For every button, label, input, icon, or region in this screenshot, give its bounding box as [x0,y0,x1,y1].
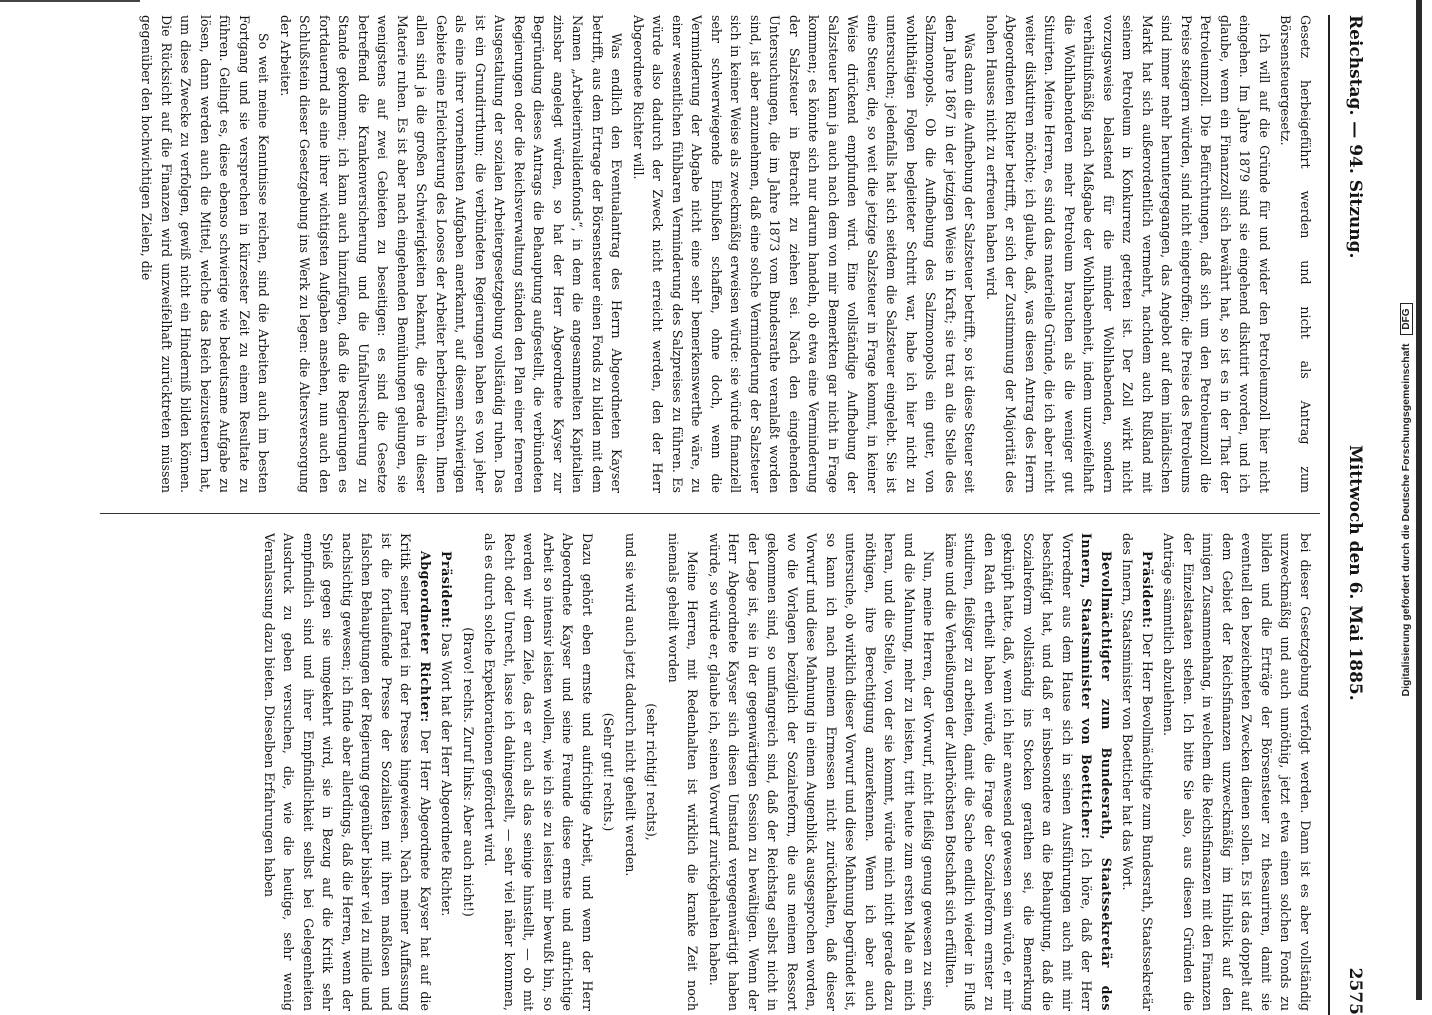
sidebar-text: Digitalisierung gefördert durch die Deutsche Forschungsgemeinschaft [1400,343,1412,697]
page-number: 2575 [1345,967,1365,1015]
header-date: Mittwoch den 6. Mai 1885. [1345,445,1365,701]
paragraph [1118,533,1157,1011]
paragraph-text: und sie wird auch jetzt dadurch nicht geheilt werden. [623,533,638,877]
page-header [1335,15,1365,1015]
document-page [90,15,1380,1015]
paragraph: Was endlich den Eventualantrag des Herrn Abgeordneten Kayser betrifft, aus dem Ertrage der Börsensteuer einen Fonds zu bilden mit dem Namen „Arbeiterinvalidenfonds“, in dem die angesammelten Kapitalien zinsbar angelegt würden, so hat der Herr Abgeordnete Kayser zur Begründung dieses Antrags die Behauptung aufgestellt, die verbündeten Regierungen oder die Reichsverwaltung ständen den Plan einer ferneren Ausgestaltung der sozialen Arbeitergesetzgebung vollständig ruhen. Das ist ein Grundirrthum; die verbündeten Regierungen haben es von jeher als eine ihrer vornehmsten Aufgaben anerkannt, auf diesem schwierigen Gebiete eine Erleichterung des Looses der Arbeiter herbeizuführen. Ihnen allen sind ja die großen Schwierigkeiten bekannt, die gerade in dieser Materie ruhen. Es ist aber nach eingehenden Bemühungen gelungen, sie wenigstens auf zwei Gebieten zu beseitigen: es sind die Gesetze betreffend die Krankenversicherung und die Unfallversicherung zu Stande gekommen; ich kann auch hinzufügen, daß die Regierungen es fortdauernd als eine ihrer wichtigsten Aufgaben ansehen, nun auch den Schlußstein dieser Gesetzgebung ins Werk zu legen: die Altersversorgung der Arbeiter. [278,15,625,493]
paragraph [437,533,457,1011]
paragraph-text: Dazu gehört eben ernste und aufrichtige Arbeit, und wenn der Herr Abgeordnete Kayser und seine Freunde diese ernste und aufrichtige Arbeit so intensiv leisten wollen, wie ich sie zu leisten mir bewußt bin, so werden wir dem Ziele, das er auch als das seinige hinstellt, — ob mit Recht oder Unrecht, lasse ich dahingestellt, — sehr viel näher kommen, als es durch solche Expektorationen gefördert wird. [482,533,595,1011]
paragraph [260,533,436,1011]
paragraph-text: Der Herr Bevollmächtigte zum Bundesrath, Staatssekretär des Innern, Staatsminister von Boetticher hat das Wort. [1120,533,1155,1011]
digitization-sidebar [1400,0,1422,1000]
right-column [105,533,1315,1011]
paragraph-text: Der Herr Abgeordnete Kayser hat auf die Kritik seiner Partei in der Presse hingewiesen. Nach meiner Auffassung ist die fortlaufende Presse der Sozialisten mit ihren maßlosen und falschen Behauptungen der Regierung gegenüber bisher viel zu milde und nachsichtig gewesen; ich finde aber allerdings, daß die Herren, wenn der Spieß gegen sie umgekehrt wird, sie in Bezug auf die Kritik sehr empfindlich sind und ihrer Empfindlichkeit selbst bei Gelegenheiten Ausdruck zu geben versuchen, die, wie die heutige, sehr wenig Veranlassung dazu bieten. Dieselben Erfahrungen haben [262,533,433,1011]
header-rule [1328,15,1330,1015]
interjection [599,533,619,1011]
speaker-name: Präsident: [1140,551,1155,629]
paragraph-text: Das Wort hat der Herr Abgeordnete Richter. [439,632,455,917]
interjection [459,533,479,1011]
paragraph [480,533,597,1011]
left-column [105,15,1315,493]
sidebar-label [1400,120,1413,880]
column-divider [100,513,1320,514]
paragraph-text: (Sehr gut! rechts.) [601,712,617,832]
sidebar-bar [1416,0,1422,1000]
paragraph-text: Meine Herren, mit Redenhalten ist wirklich die kranke Zeit noch niemals geheilt worden [666,533,701,1011]
paragraph-text: Ich höre, daß der Herr Vorredner aus dem Hause sich in seinen Ausführungen auch mit mir beschäftigt hat, und daß er insbesondere an die Behauptung, daß die Sozialreform vollständig ins Stocken gerathen sei, die Bemerkung geknüpft hatte, daß, wenn ich hier anwesend gewesen sein würde, er mir den Rath ertheilt haben würde, die Frage der Sozialreform ernster zu studiren, fleißiger zu arbeiten, damit die Sache endlich wieder in Fluß käme und die Verheißungen der Allerhöchsten Botschaft sich erfüllten. [943,533,1095,1011]
paragraph-text: (sehr richtig! rechts), [644,703,660,841]
dfg-logo: DFG [1400,304,1413,335]
paragraph [664,533,703,1011]
paragraph [1159,533,1315,1011]
paragraph [941,533,1117,1011]
paragraph: So weit meine Kenntnisse reichen, sind die Arbeiten auch im besten Fortgang und sie versprechen in kürzester Zeit zu einem Resultate zu führen. Gelingt es, diese ebenso schwierige wie bedeutsame Aufgabe zu lösen, dann werden auch die Mittel, welche das Reich beizusteuern hat, um diese Zwecke zu verfolgen, gewiß nicht ein Hinderniß bilden können. Die Rücksicht auf die Finanzen wird unzweifelhaft zurücktreten müssen gegenüber den hochwichtigen Zielen, die [139,15,272,493]
paragraph: Was dann die Aufhebung der Salzsteuer betrifft, so ist diese Steuer seit dem Jahre 1867 in der jetzigen Weise in Kraft; sie trat an die Stelle des Salzmonopols. Ob die Aufhebung des Salzmonopols ein guter, von wohlthätigen Folgen begleiteter Schritt war, habe ich hier nicht zu untersuchen; jedenfalls hat sich seitdem die Salzsteuer eingelebt. Sie ist eine Steuer, die, so weit die jetzige Salzsteuer in Frage kommt, in keiner Weise drückend empfunden wird. Eine vollständige Aufhebung der Salzsteuer kann ja auch nach dem von mir Bemerkten gar nicht in Frage kommen; es könnte sich nur darum handeln, ob etwa eine Verminderung der Salzsteuer in Betracht zu ziehen sei. Nach den eingehenden Untersuchungen, die im Jahre 1873 vom Bundesrathe veranlaßt worden sind, ist aber anzunehmen, daß eine solche Verminderung der Salzsteuer sich in keiner Weise als zweckmäßig erweisen würde: sie würde finanziell sehr schwerwiegende Einbußen schaffen, ohne doch, wenn die Verminderung der Abgabe nicht eine sehr bemerkenswerthe wäre, zu einer wesentlichen fühlbaren Verminderung des Salzpreises zu führen. Es würde also dadurch der Zweck nicht erreicht werden, den der Herr Abgeordnete Richter will. [631,15,978,493]
paragraph-text: Nun, meine Herren, der Vorwurf, nicht fleißig genug gewesen zu sein, und die Mahnung, mehr zu leisten, tritt heute zum ersten Male an mich heran, und die Stelle, von der sie kommt, würde mich nicht gerade dazu nöthigen, ihre Berechtigung anzuerkennen. Wenn ich aber auch untersuche, ob wirklich dieser Vorwurf und diese Mahnung begründet ist, so kann ich nach meinem Ermessen nicht zurückhalten, daß dieser Vorwurf und diese Mahnung in einem Augenblick ausgesprochen worden, wo die Vorlagen bezüglich der Sozialreform, die aus meinem Ressort gekommen sind, so umfangreich sind, daß der Reichstag selbst nicht in der Lage ist, sie in der gegenwärtigen Session zu bewältigen. Wenn der Herr Abgeordnete Kayser sich diesen Umstand vergegenwärtigt haben würde, so würde er, glaube ich, seinen Vorwurf zurückgehalten haben. [707,533,937,1011]
paragraph-text: (Bravo! rechts. Zuruf links: Aber auch nicht!) [461,627,476,917]
speaker-name: Präsident: [439,551,455,629]
top-edge-mark [0,0,140,2]
header-session: Reichstag. — 94. Sitzung. [1345,15,1365,259]
paragraph [621,533,641,1011]
paragraph: Gesetz herbeigeführt werden und nicht als Antrag zum Börsensteuergesetz. [1278,15,1313,493]
paragraph-text: bei dieser Gesetzgebung verfolgt werden. Dann ist es aber vollständig unzweckmäßig und auch unnöthig, jetzt etwa einen solchen Fonds zu bilden und die Erträge der Börsensteuer zu thesauriren, damit sie eventuell den bezeichneten Zwecken dienen sollen. Es ist das doppelt auf dem Gebiet der Reichsfinanzen unzweckmäßig im Hinblick auf den innigen Zusammenhang, in welchem die Reichsfinanzen mit den Finanzen der Einzelstaaten stehen. Ich bitte Sie also, aus diesen Gründen die Anträge sämmtlich abzulehnen. [1161,533,1313,1011]
paragraph: Ich will auf die Gründe für und wider den Petroleumzoll hier nicht eingehen. Im Jahre 1879 sind sie eingehend diskutirt worden, und ich glaube, wenn ein Finanzzoll sich bewährt hat, so ist es in der That der Petroleumzoll. Die Befürchtungen, daß sich um den Petroleumzoll die Preise steigern würden, sind nicht eingetroffen; die Preise des Petroleums sind immer mehr heruntergegangen, das Angebot auf dem inländischen Markt hat sich außerordentlich vermehrt, nachdem auch Rußland mit seinem Petroleum in Konkurrenz getreten ist. Der Zoll wirkt nicht vorzugsweise belastend für die minder Wohlhabenden, sondern verhältnißmäßig nach Maßgabe der Wohlhabenheit, indem unzweifelhaft die Wohlhabenderen mehr Petroleum brauchen als die weniger gut Situirten. Meine Herren, es sind das materielle Gründe, die ich aber nicht weiter diskutiren möchte; ich glaube, daß, was diesen Antrag des Herrn Abgeordneten Richter betrifft, er sich der Zustimmung der Majorität des hohen Hauses nicht zu erfreuen haben wird. [984,15,1272,493]
paragraph [705,533,939,1011]
speaker-name: Abgeordneter Richter: [418,551,433,723]
interjection [642,533,662,1011]
speaker-name: Bevollmächtigter zum Bundesrath, Staatssekretär des Innern, Staatsminister von Boetticher: [1079,533,1114,1011]
